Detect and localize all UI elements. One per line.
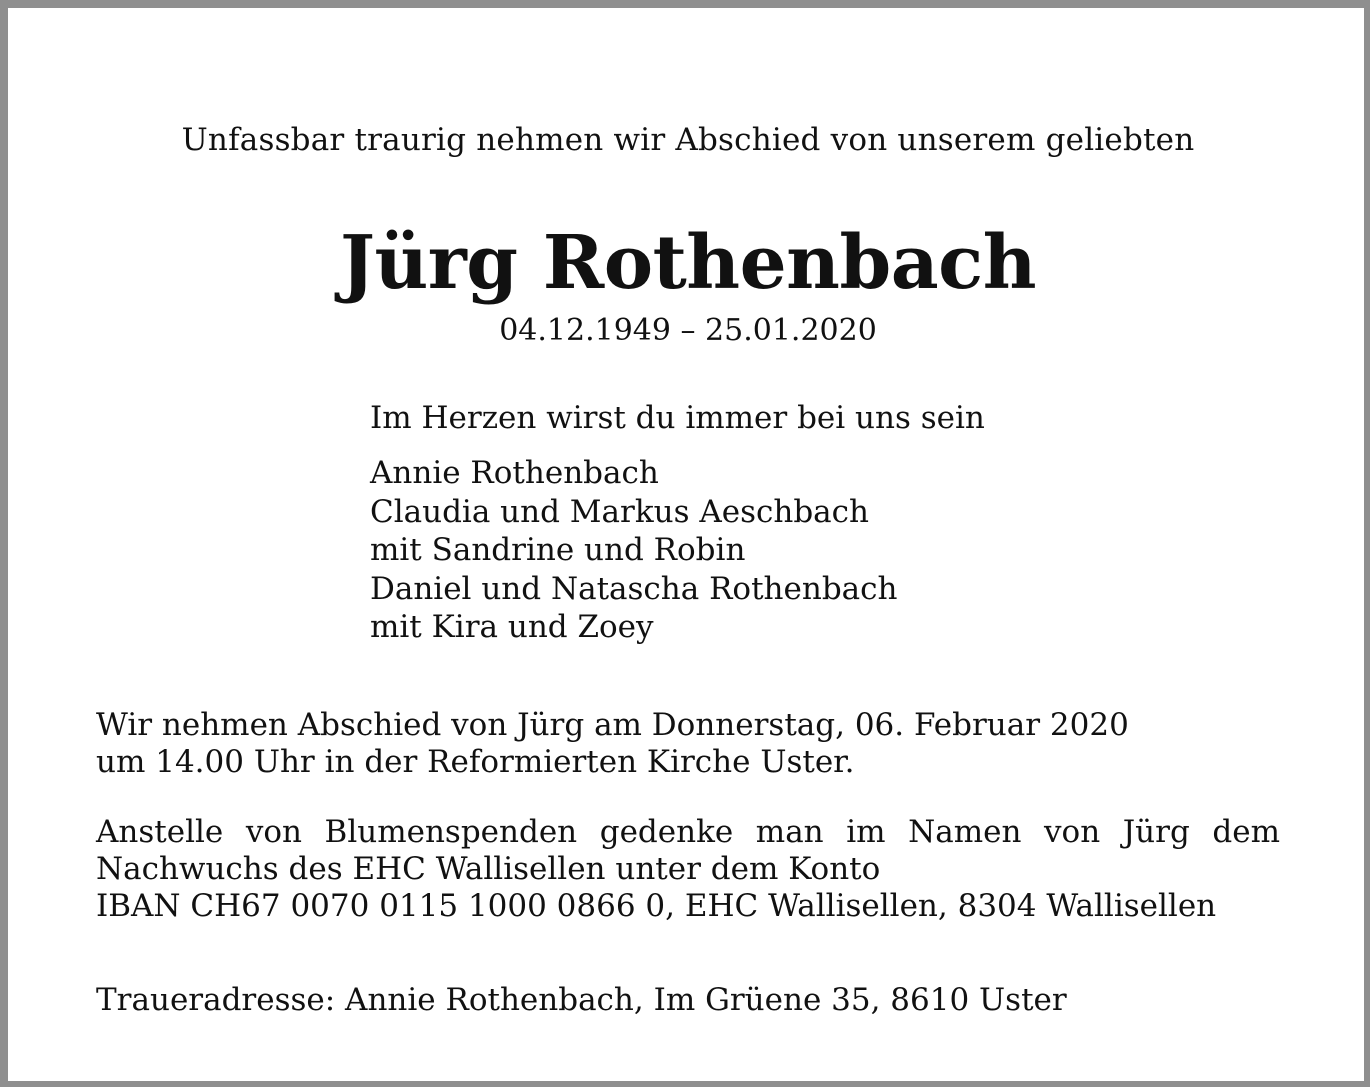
donation-iban-line: IBAN CH67 0070 0115 1000 0866 0, EHC Wallisellen, 8304 Wallisellen <box>96 888 1217 924</box>
donation-info <box>96 814 1280 925</box>
family-member: Annie Rothenbach <box>370 455 659 491</box>
family-list <box>370 454 897 647</box>
service-line: Wir nehmen Abschied von Jürg am Donnerstag, 06. Februar 2020 <box>96 707 1129 743</box>
motto-text: Im Herzen wirst du immer bei uns sein <box>370 400 985 436</box>
obituary-notice <box>10 10 1362 1079</box>
service-info <box>96 707 1280 781</box>
donation-line: Nachwuchs des EHC Wallisellen unter dem Konto <box>96 851 881 887</box>
donation-line: Anstelle von Blumenspenden gedenke man im Namen von Jürg dem <box>96 814 1280 850</box>
life-dates: 04.12.1949 – 25.01.2020 <box>499 313 877 348</box>
mourning-address: Traueradresse: Annie Rothenbach, Im Grüene 35, 8610 Uster <box>96 982 1067 1018</box>
family-member: mit Kira und Zoey <box>370 609 654 645</box>
deceased-name: Jürg Rothenbach <box>339 220 1037 306</box>
service-line: um 14.00 Uhr in der Reformierten Kirche Uster. <box>96 744 855 780</box>
intro-text: Unfassbar traurig nehmen wir Abschied von unserem geliebten <box>181 122 1195 158</box>
family-member: mit Sandrine und Robin <box>370 532 746 568</box>
family-member: Claudia und Markus Aeschbach <box>370 493 869 530</box>
family-member: Daniel und Natascha Rothenbach <box>370 570 898 607</box>
